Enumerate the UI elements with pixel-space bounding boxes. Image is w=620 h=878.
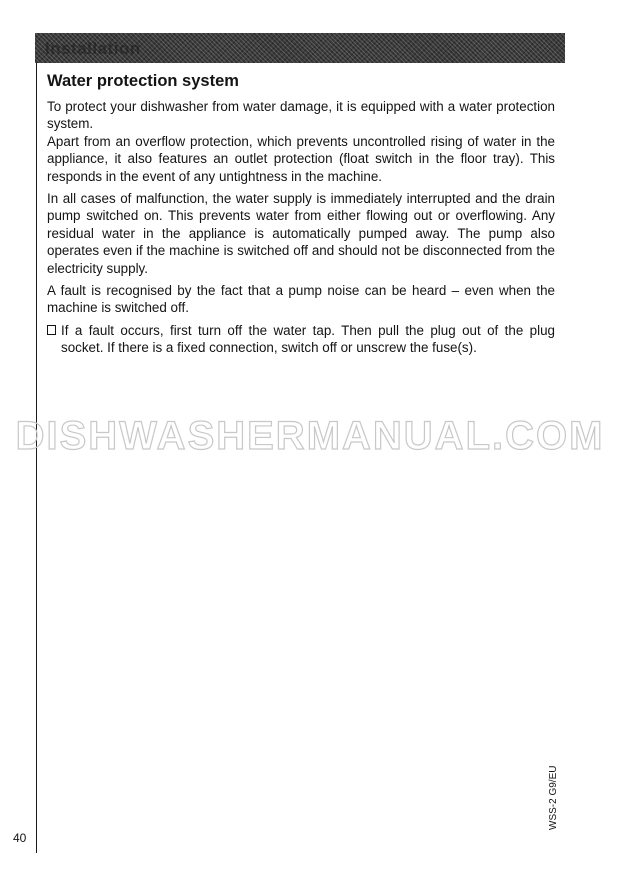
checkbox-icon (47, 325, 56, 335)
section-header-bar (35, 33, 565, 63)
document-code: WSS-2 G9/EU (548, 765, 559, 830)
section-title: Water protection system (47, 72, 239, 90)
instruction-text: If a fault occurs, first turn off the water tap. Then pull the plug out of the plug socket. If there is a fixed connection, switch off or unscrew the fuse(s). (61, 322, 555, 356)
watermark: DISHWASHERMANUAL.COM (15, 414, 605, 458)
page-number: 40 (13, 831, 27, 845)
paragraph: A fault is recognised by the fact that a pump noise can be heard – even when the machine is switched off. (47, 283, 555, 316)
page-content (47, 70, 555, 357)
paragraph: In all cases of malfunction, the water supply is immediately interrupted and the drain pump switched on. This prevents water from either flowing out or overflowing. Any residual water in the appliance is automatically pumped away. The pump also operates even if the machine is switched off and should not be disconnected from the electricity supply. (47, 191, 555, 276)
instruction-item (47, 322, 555, 357)
section-header-label: Installation (45, 39, 141, 58)
paragraph: To protect your dishwasher from water damage, it is equipped with a water protection system. (47, 99, 555, 132)
paragraph: Apart from an overflow protection, which prevents uncontrolled rising of water in the appliance, it also features an outlet protection (float switch in the floor tray). This responds in the event of any untightness in the machine. (47, 133, 555, 184)
